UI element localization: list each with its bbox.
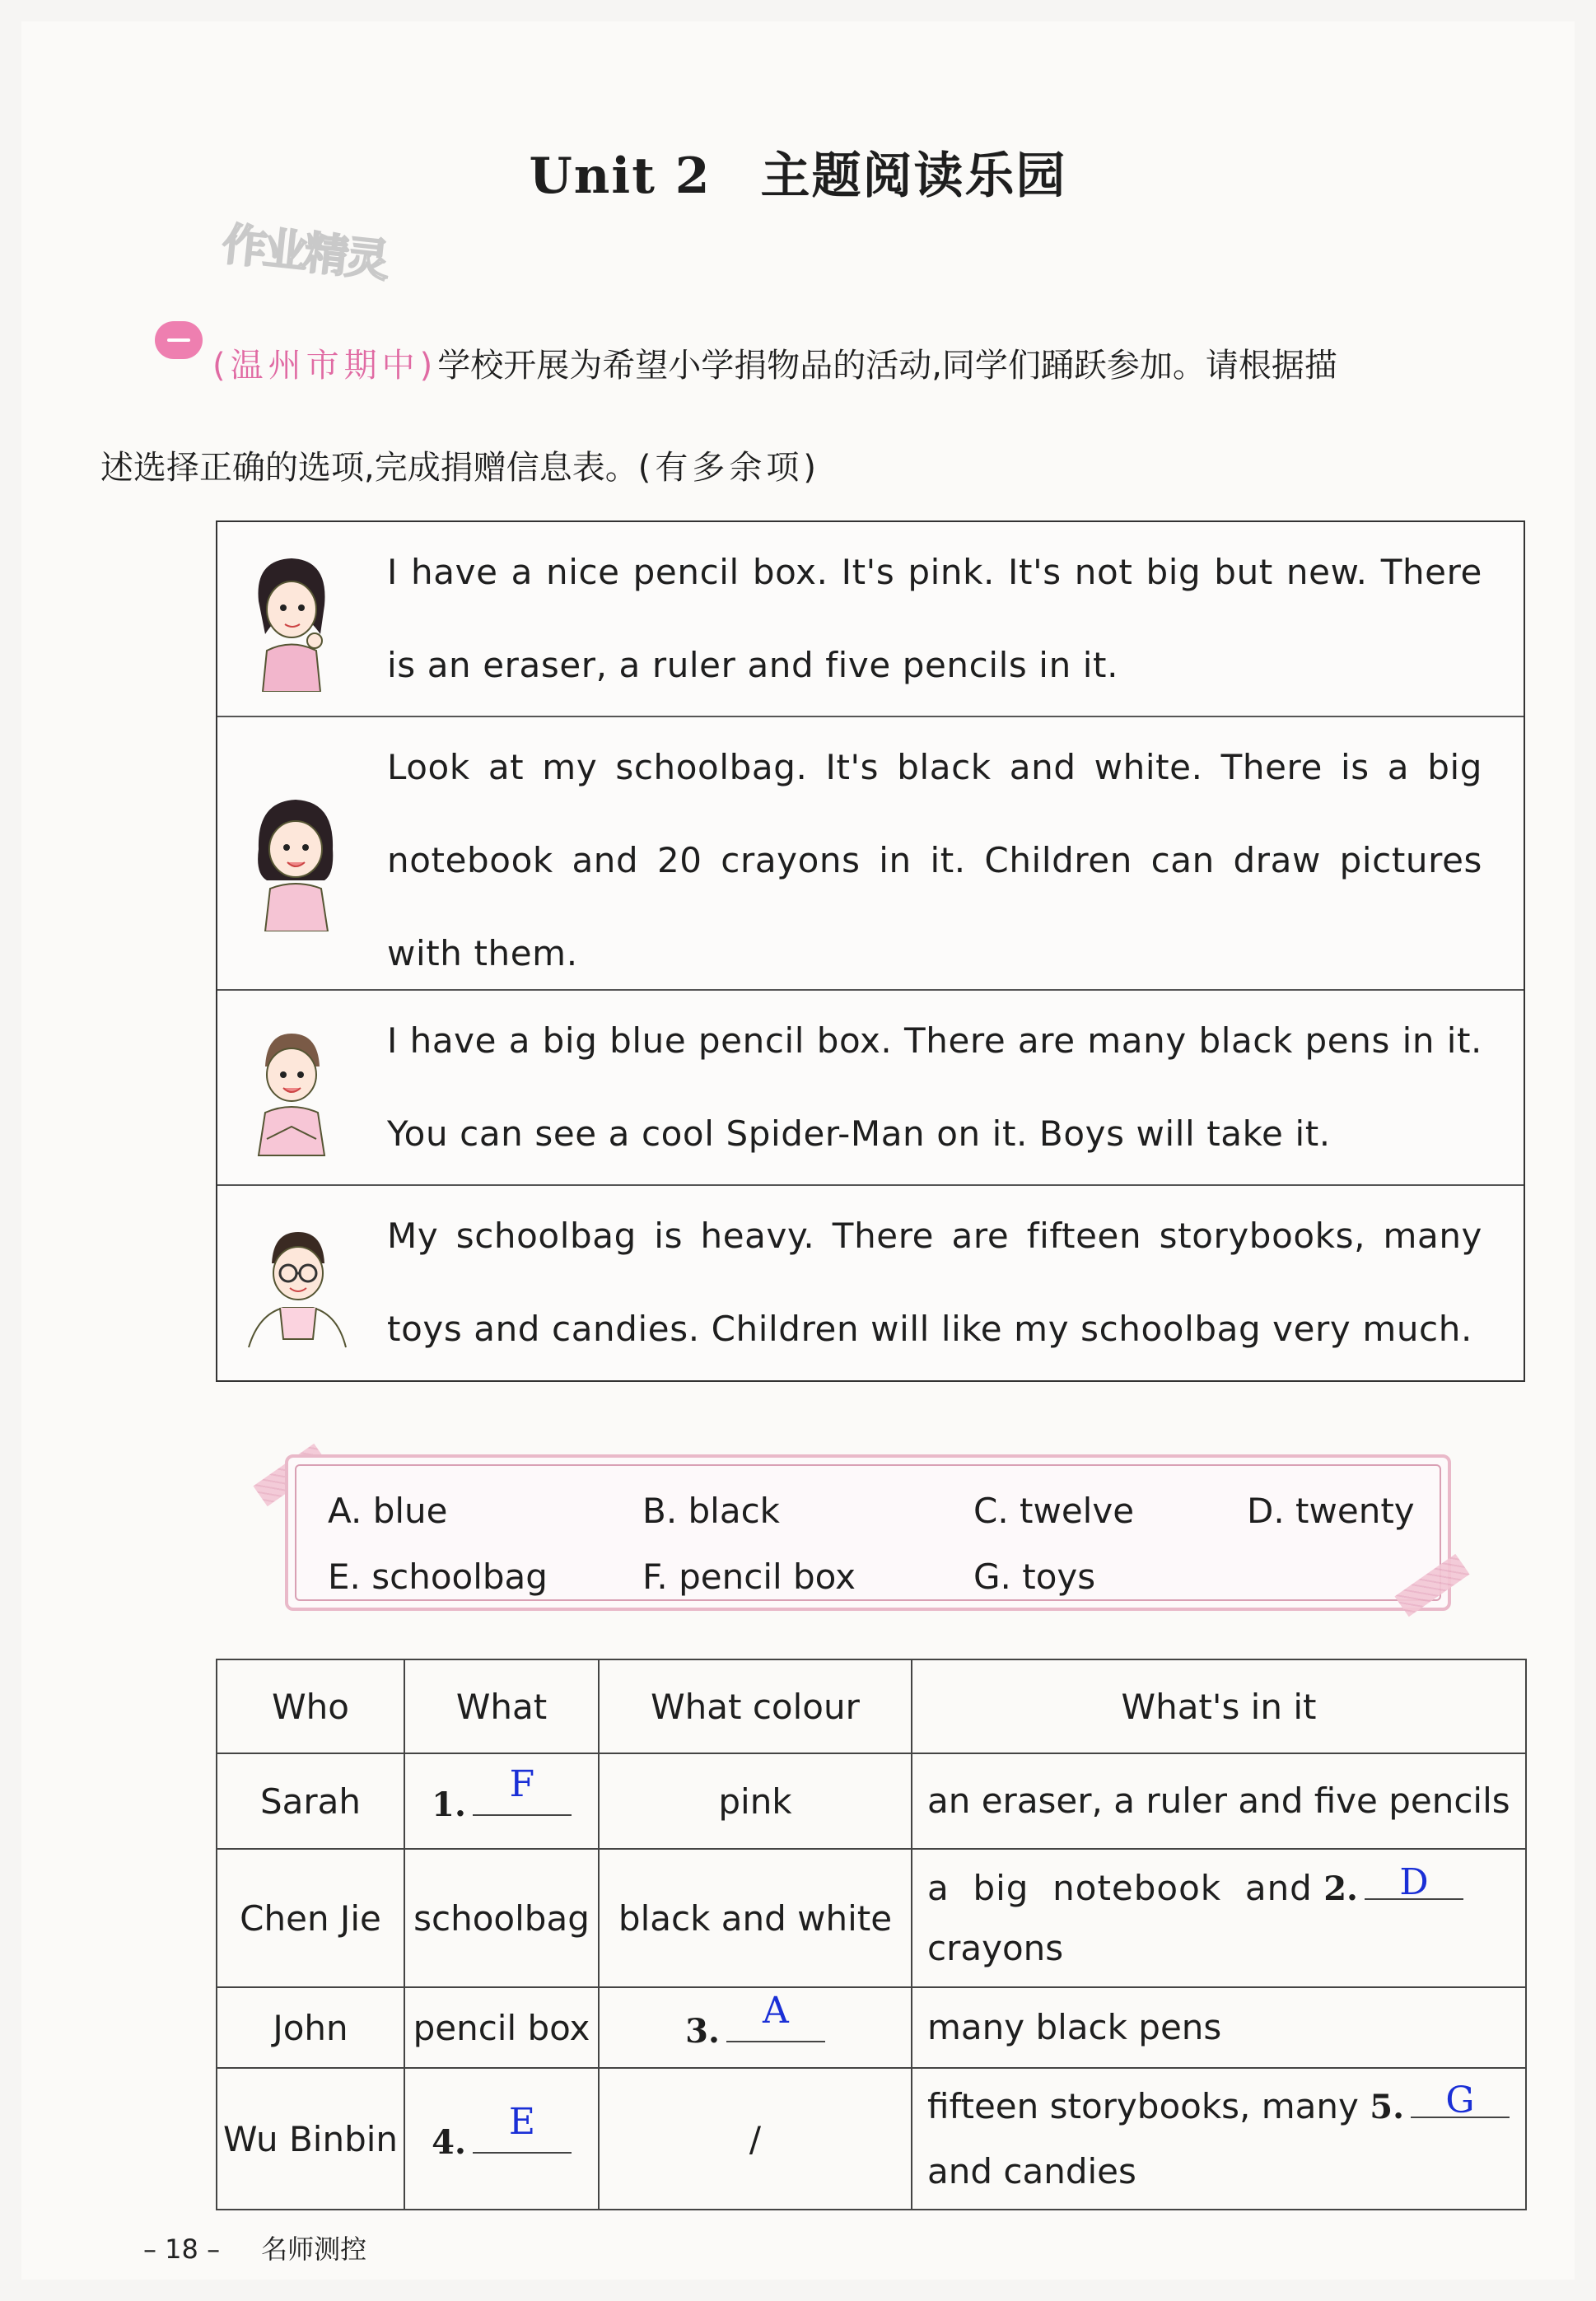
cell-what: pencil box (404, 1987, 599, 2068)
answer-blank-4[interactable] (432, 2101, 572, 2162)
cell-inside (912, 1849, 1526, 1987)
header-what: What (404, 1659, 599, 1753)
question-number-badge (155, 321, 203, 359)
cell-who: John (217, 1987, 404, 2068)
unit-title: 主题阅读乐园 (760, 147, 1067, 205)
blank-number: 1. (432, 1785, 466, 1824)
option-c: C. twelve (973, 1491, 1135, 1531)
boy-avatar-icon (242, 1015, 341, 1164)
cell-what (404, 1753, 599, 1849)
table-row (217, 2068, 1526, 2210)
answer-blank-1[interactable] (432, 1763, 572, 1824)
option-a: A. blue (328, 1491, 448, 1531)
cell-what (404, 2068, 599, 2210)
workbook-page (21, 21, 1575, 2280)
header-what-colour: What colour (599, 1659, 912, 1753)
blank-number: 5. (1370, 2087, 1404, 2126)
options-box (285, 1454, 1451, 1611)
inside-text-continued: crayons (927, 1927, 1064, 1968)
blank-line (1411, 2079, 1510, 2121)
girl-avatar-icon (242, 783, 349, 931)
table-header-row (217, 1659, 1526, 1753)
page-footer (143, 2229, 366, 2266)
question-instructions (100, 315, 1538, 519)
cell-inside (912, 2068, 1526, 2210)
blank-line (473, 2101, 572, 2154)
inside-text-continued: and candies (927, 2150, 1136, 2191)
passage-text: I have a nice pencil box. It's pink. It's not big but new. There is an eraser, a ruler and five pencils in it. (387, 552, 1482, 685)
page-title (21, 137, 1575, 208)
instruction-line-2: 述选择正确的选项,完成捐赠信息表。 (100, 449, 638, 487)
instruction-line-1: 学校开展为希望小学捐物品的活动,同学们踊跃参加。请根据描 (437, 347, 1337, 385)
question-source: (温州市期中) (212, 347, 438, 385)
passage-row (217, 522, 1524, 717)
cell-colour: black and white (599, 1849, 912, 1987)
watermark-logo: 作业精灵 (219, 217, 390, 287)
passage-text: I have a big blue pencil box. There are many black pens in it. You can see a cool Spider-Man on it. Boys will take it. (387, 1020, 1482, 1154)
blank-line (1365, 1860, 1463, 1903)
cell-colour (599, 1987, 912, 2068)
answer-text: F (509, 1763, 535, 1805)
page-number: – 18 – (143, 2233, 221, 2265)
cell-what: schoolbag (404, 1849, 599, 1987)
answer-text: D (1399, 1860, 1429, 1903)
instruction-note: (有多余项) (637, 449, 820, 487)
header-whats-in-it: What's in it (912, 1659, 1526, 1753)
cell-inside: an eraser, a ruler and five pencils (912, 1753, 1526, 1849)
option-f: F. pencil box (642, 1557, 856, 1597)
table-row (217, 1849, 1526, 1987)
blank-line (726, 1990, 825, 2042)
cell-colour: pink (599, 1753, 912, 1849)
cell-who: Wu Binbin (217, 2068, 404, 2210)
blank-number: 3. (685, 2012, 720, 2051)
table-row (217, 1753, 1526, 1849)
passage-row (217, 717, 1524, 991)
passage-table (216, 520, 1525, 1382)
option-g: G. toys (973, 1557, 1096, 1597)
inside-text: fifteen storybooks, many (927, 2085, 1359, 2126)
cell-who: Sarah (217, 1753, 404, 1849)
girl-avatar-icon (242, 544, 341, 692)
option-e: E. schoolbag (328, 1557, 548, 1597)
passage-text: Look at my schoolbag. It's black and white. There is a big notebook and 20 crayons in it. Children can draw pictures with them. (387, 747, 1482, 973)
answer-blank-3[interactable] (685, 1990, 825, 2051)
answer-text: E (508, 2101, 535, 2143)
passage-row (217, 1186, 1524, 1380)
header-who: Who (217, 1659, 404, 1753)
cell-who: Chen Jie (217, 1849, 404, 1987)
option-d: D. twenty (1247, 1491, 1415, 1531)
cell-inside: many black pens (912, 1987, 1526, 2068)
blank-number: 2. (1323, 1869, 1358, 1908)
answer-text: G (1445, 2079, 1475, 2121)
passage-text: My schoolbag is heavy. There are fifteen storybooks, many toys and candies. Children will like my schoolbag very much. (387, 1216, 1482, 1349)
unit-label: Unit 2 (529, 147, 712, 205)
inside-text: a big notebook and (927, 1867, 1313, 1908)
cell-colour: / (599, 2068, 912, 2210)
blank-number: 4. (432, 2123, 466, 2162)
boy-with-glasses-avatar-icon (242, 1216, 349, 1364)
donation-info-table (216, 1659, 1527, 2210)
table-row (217, 1987, 1526, 2068)
answer-blank-2[interactable] (1323, 1853, 1463, 1925)
option-b: B. black (642, 1491, 780, 1531)
blank-line (473, 1763, 572, 1816)
answer-blank-5[interactable] (1370, 2071, 1510, 2143)
answer-text: A (762, 1990, 789, 2032)
publisher-name: 名师测控 (261, 2233, 367, 2265)
passage-row (217, 991, 1524, 1186)
